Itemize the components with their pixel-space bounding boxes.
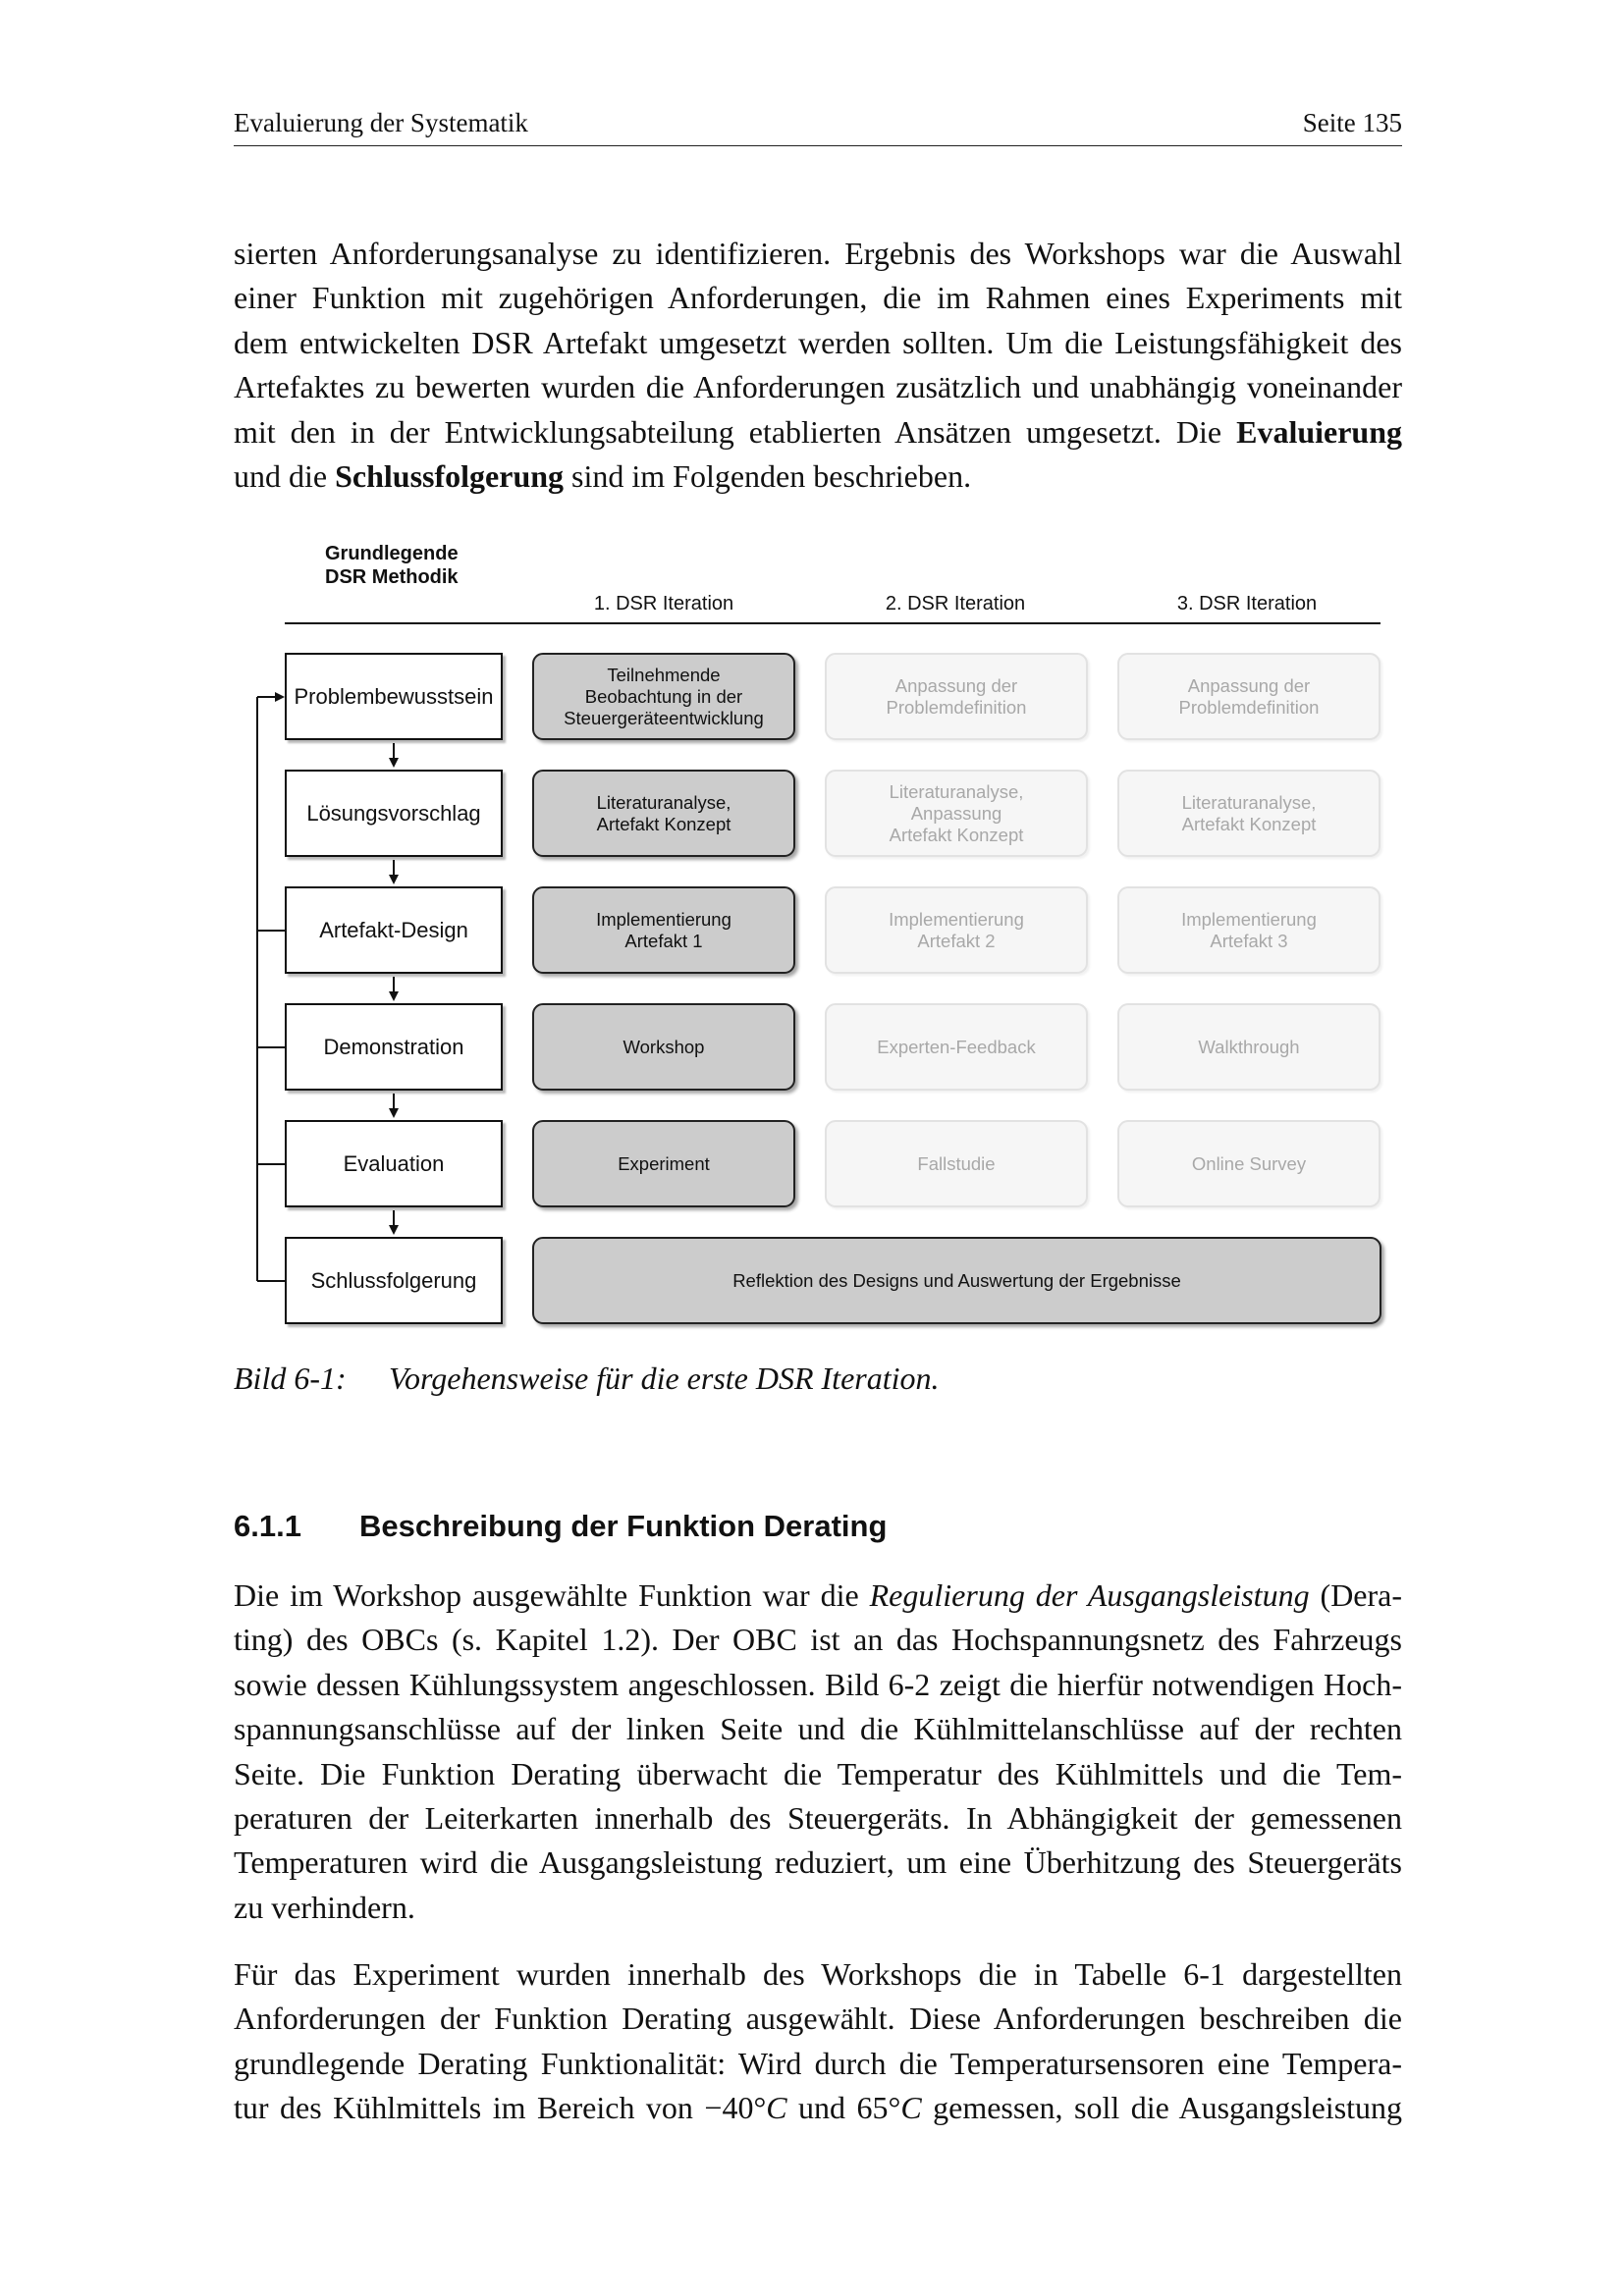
- iteration-header-1: 1. DSR Iteration: [593, 593, 734, 614]
- iter2-cell-loesung: Literaturanalyse, Anpassung Artefakt Konzept: [825, 770, 1088, 857]
- text-line: und die Schlussfolgerung sind im Folgenden beschrieben.: [234, 458, 972, 495]
- page-number: Seite 135: [1302, 108, 1402, 137]
- iter1-cell-demonstration: Workshop: [532, 1003, 795, 1091]
- text-line: zu verhindern.: [234, 1889, 415, 1925]
- iter3-cell-problem: Anpassung der Problemdefinition: [1117, 653, 1380, 740]
- iter3-cell-design: Implementierung Artefakt 3: [1117, 886, 1380, 974]
- step-problembewusstsein: Problembewusstsein: [285, 653, 503, 740]
- experiment-paragraph: [234, 1952, 1402, 2131]
- iter2-cell-design: Implementierung Artefakt 2: [825, 886, 1088, 974]
- text-line: einer Funktion mit zugehörigen Anforderungen, die im Rahmen eines Experiments mit: [234, 280, 1402, 316]
- figure-caption: [234, 1361, 940, 1397]
- iter3-cell-evaluation: Online Survey: [1117, 1120, 1380, 1207]
- derating-paragraph: [234, 1574, 1402, 1930]
- text-line: sowie dessen Kühlungssystem angeschlossen. Bild 6-2 zeigt die hierfür notwendigen Hoch-: [234, 1666, 1402, 1702]
- text-line: Artefaktes zu bewerten wurden die Anforderungen zusätzlich und unabhängig voneinander: [234, 369, 1402, 405]
- methodik-label: Grundlegende DSR Methodik: [325, 543, 459, 588]
- iteration-header-2: 2. DSR Iteration: [885, 593, 1026, 614]
- italic-term: Regulierung der Ausgangsleistung: [869, 1577, 1310, 1613]
- text-line: tur des Kühlmittels im Bereich von −40°C und 65°C gemessen, soll die Ausgangsleistung: [234, 2090, 1403, 2126]
- running-title: Evaluierung der Systematik: [234, 108, 528, 137]
- bold-term-schlussfolgerung: Schlussfolgerung: [335, 458, 565, 495]
- text-line: sierten Anforderungsanalyse zu identifizieren. Ergebnis des Workshops war die Auswahl: [234, 236, 1402, 271]
- iter1-cell-evaluation: Experiment: [532, 1120, 795, 1207]
- iter3-cell-demonstration: Walkthrough: [1117, 1003, 1380, 1091]
- section-title: Beschreibung der Funktion Derating: [359, 1509, 888, 1543]
- iter2-cell-demonstration: Experten-Feedback: [825, 1003, 1088, 1091]
- iter2-cell-evaluation: Fallstudie: [825, 1120, 1088, 1207]
- caption-number: Bild 6-1:: [234, 1361, 347, 1396]
- text-line: spannungsanschlüsse auf der linken Seite und die Kühlmittelanschlüsse auf der rechten: [234, 1711, 1402, 1747]
- iter1-cell-design: Implementierung Artefakt 1: [532, 886, 795, 974]
- step-evaluation: Evaluation: [285, 1120, 503, 1207]
- bold-term-evaluierung: Evaluierung: [1236, 413, 1403, 450]
- text-line: Für das Experiment wurden innerhalb des Workshops die in Tabelle 6-1 dargestellten: [234, 1956, 1402, 1992]
- iter2-cell-problem: Anpassung der Problemdefinition: [825, 653, 1088, 740]
- iter1-cell-loesung: Literaturanalyse, Artefakt Konzept: [532, 770, 795, 857]
- text-line: mit den in der Entwicklungsabteilung etablierten Ansätzen umgesetzt. Die Evaluierung: [234, 413, 1403, 450]
- text-line: Seite. Die Funktion Derating überwacht die Temperatur des Kühlmittels und die Tem-: [234, 1755, 1402, 1791]
- step-loesungsvorschlag: Lösungsvorschlag: [285, 770, 503, 857]
- iteration-header-3: 3. DSR Iteration: [1176, 593, 1318, 614]
- section-heading: [234, 1509, 887, 1544]
- text-line: peraturen der Leiterkarten innerhalb des Steuergeräts. In Abhängigkeit der gemessenen: [234, 1800, 1402, 1837]
- text-line: Temperaturen wird die Ausgangsleistung reduziert, um eine Überhitzung des Steuergeräts: [234, 1844, 1402, 1881]
- iter3-cell-loesung: Literaturanalyse, Artefakt Konzept: [1117, 770, 1380, 857]
- reflection-cell: Reflektion des Designs und Auswertung der Ergebnisse: [532, 1237, 1381, 1324]
- step-demonstration: Demonstration: [285, 1003, 503, 1091]
- text-line: Anforderungen der Funktion Derating ausgewählt. Diese Anforderungen beschreiben die: [234, 2001, 1402, 2037]
- step-schlussfolgerung: Schlussfolgerung: [285, 1237, 503, 1324]
- text-line: ting) des OBCs (s. Kapitel 1.2). Der OBC ist an das Hochspannungsnetz des Fahrzeugs: [234, 1622, 1402, 1658]
- step-artefakt-design: Artefakt-Design: [285, 886, 503, 974]
- caption-text: Vorgehensweise für die erste DSR Iteration.: [389, 1361, 940, 1396]
- text-line: grundlegende Derating Funktionalität: Wird durch die Temperatursensoren eine Tempera-: [234, 2045, 1402, 2081]
- text-line: Die im Workshop ausgewählte Funktion war die Regulierung der Ausgangsleistung (Dera-: [234, 1577, 1403, 1613]
- text-line: dem entwickelten DSR Artefakt umgesetzt werden sollten. Um die Leistungsfähigkeit des: [234, 324, 1402, 360]
- section-number: 6.1.1: [234, 1509, 301, 1543]
- iter1-cell-problem: Teilnehmende Beobachtung in der Steuergeräteentwicklung: [532, 653, 795, 740]
